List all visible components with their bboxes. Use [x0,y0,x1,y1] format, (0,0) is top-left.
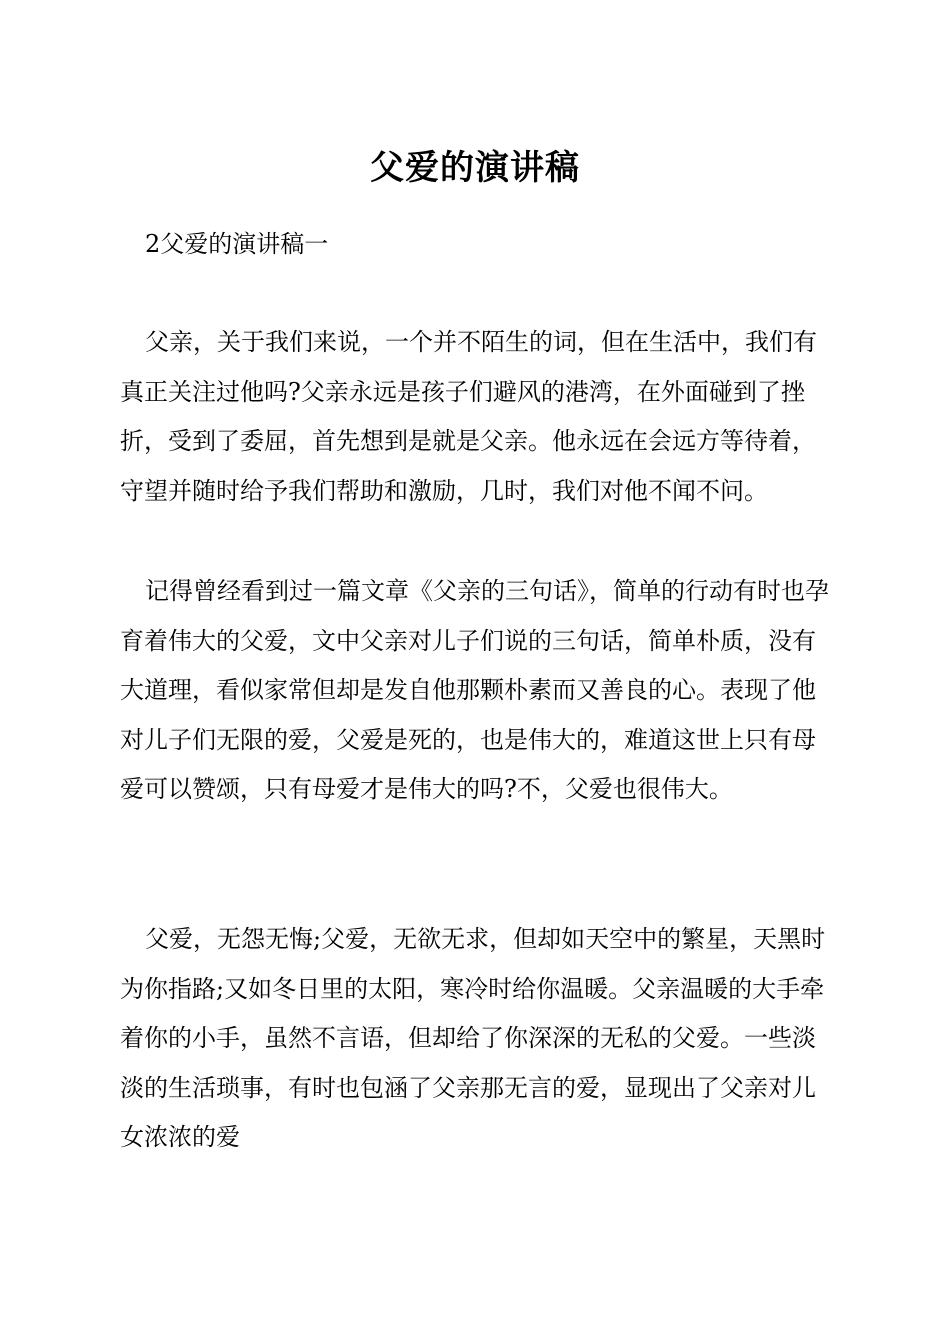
paragraph: 记得曾经看到过一篇文章《父亲的三句话》，简单的行动有时也孕育着伟大的父爱，文中父亲对儿子们说的三句话，简单朴质，没有大道理，看似家常但却是发自他那颗朴素而又善良的心。表现了他对儿子们无限的爱，父爱是死的，也是伟大的，难道这世上只有母爱可以赞颂，只有母爱才是伟大的吗?不，父爱也很伟大。 [120,577,829,803]
paragraph: 父亲，关于我们来说，一个并不陌生的词，但在生活中，我们有真正关注过他吗?父亲永远是孩子们避风的港湾，在外面碰到了挫折，受到了委屈，首先想到是就是父亲。他永远在会远方等待着，守望并随时给予我们帮助和激励，几时，我们对他不闻不问。 [120,328,817,505]
document-subtitle: 2父爱的演讲稿一 [145,230,329,258]
document-title: 父爱的演讲稿 [370,148,580,188]
paragraph: 父爱，无怨无悔;父爱，无欲无求，但却如天空中的繁星，天黑时为你指路;又如冬日里的太阳，寒冷时给你温暖。父亲温暖的大手牵着你的小手，虽然不言语，但却给了你深深的无私的父爱。一些淡淡的生活琐事，有时也包涵了父亲那无言的爱，显现出了父亲对儿女浓浓的爱 [120,925,826,1151]
